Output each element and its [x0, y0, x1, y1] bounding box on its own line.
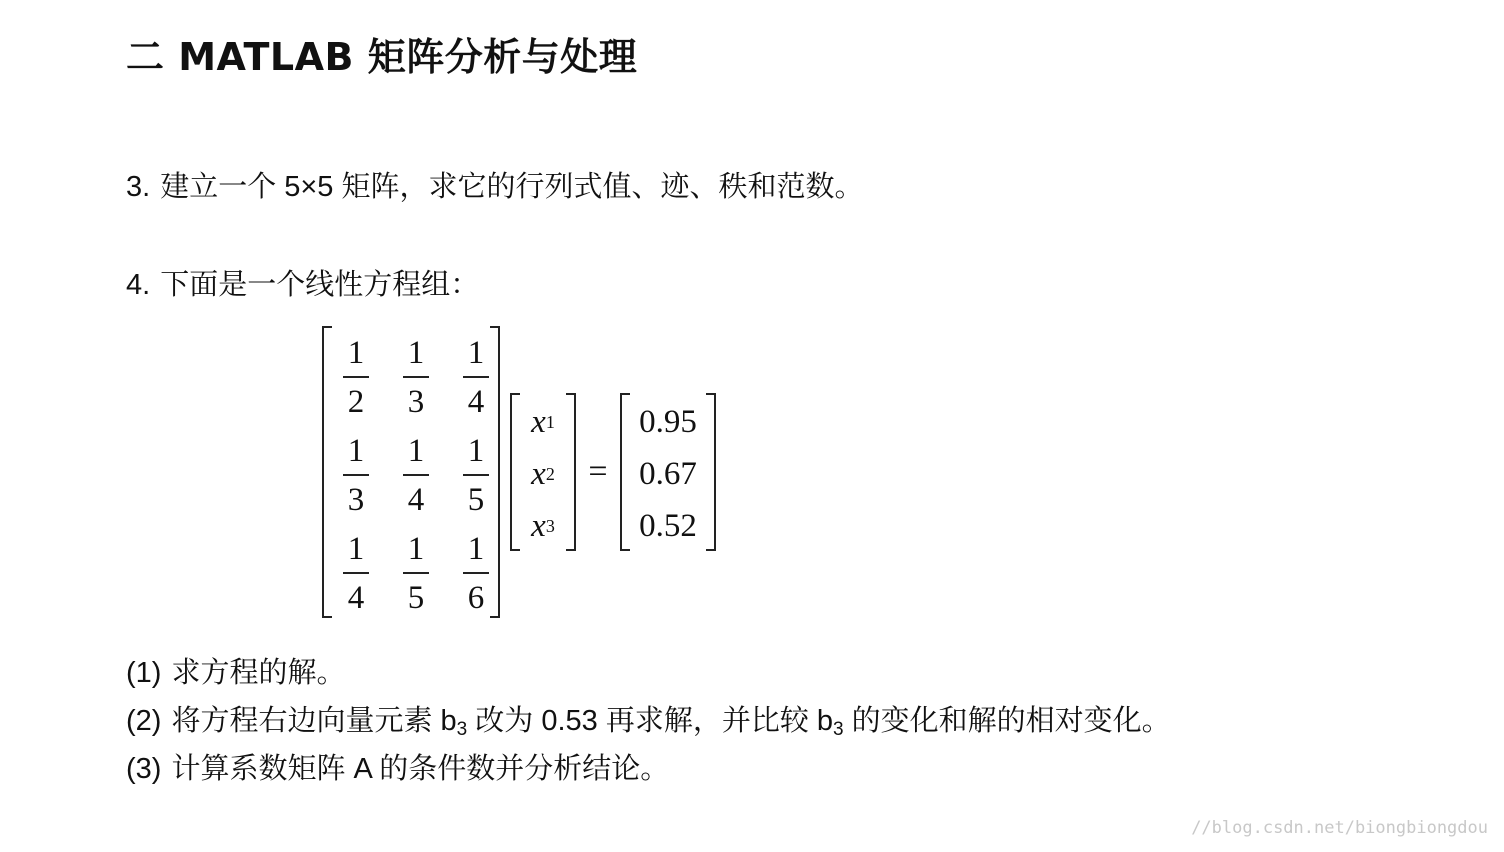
subitem-2-text-a: 将方程右边向量元素 b — [171, 705, 457, 737]
subitem-2-text-b: 改为 0.53 再求解，并比较 b — [467, 705, 834, 737]
left-bracket — [620, 393, 630, 551]
matrix-cell-2-1: $\frac{1}{3}$ — [326, 426, 386, 524]
variable-x2: x 2 — [531, 455, 555, 492]
left-bracket — [510, 393, 520, 551]
matrix-cell-1-3: $\frac{1}{4}$ — [446, 328, 506, 426]
question-3 — [126, 164, 864, 205]
rhs-value-1: 0.95 — [639, 403, 697, 440]
variable-x1: x 1 — [531, 403, 555, 440]
matrix-cell-2-2: $\frac{1}{4}$ — [386, 426, 446, 524]
subitem-2-sub-a: 3 — [456, 719, 468, 740]
right-bracket — [566, 393, 576, 551]
variable-x3: x 3 — [531, 507, 555, 544]
subitem-2 — [126, 698, 1171, 741]
left-bracket — [322, 326, 332, 618]
watermark: //blog.csdn.net/biongbiongdou — [1191, 818, 1488, 838]
subitem-3-label: (3) — [126, 753, 162, 785]
matrix-cell-3-1: $\frac{1}{4}$ — [326, 524, 386, 622]
variable-vector — [510, 393, 576, 551]
right-bracket — [706, 393, 716, 551]
linear-equation — [322, 326, 716, 618]
subitem-2-label: (2) — [126, 705, 162, 737]
subitem-1 — [126, 650, 345, 691]
subitem-3-text: 计算系数矩阵 A 的条件数并分析结论。 — [171, 753, 670, 785]
subitem-2-sub-b: 3 — [833, 719, 844, 740]
matrix-cell-3-2: $\frac{1}{5}$ — [386, 524, 446, 622]
rhs-value-2: 0.67 — [639, 455, 697, 492]
matrix-cell-1-2: $\frac{1}{3}$ — [386, 328, 446, 426]
subitem-1-text: 求方程的解。 — [171, 657, 346, 689]
question-3-number: 3. — [126, 171, 151, 203]
section-heading: 二 MATLAB 矩阵分析与处理 — [126, 35, 638, 79]
coefficient-matrix — [322, 326, 500, 618]
right-bracket — [490, 326, 500, 618]
equals-sign: = — [588, 453, 608, 490]
rhs-vector — [620, 393, 716, 551]
question-4-number: 4. — [126, 269, 151, 301]
matrix-cell-3-3: $\frac{1}{6}$ — [446, 524, 506, 622]
question-4-text: 下面是一个线性方程组： — [160, 269, 480, 301]
rhs-value-3: 0.52 — [639, 507, 697, 544]
question-3-text: 建立一个 5×5 矩阵，求它的行列式值、迹、秩和范数。 — [160, 171, 864, 203]
matrix-cell-1-1: $\frac{1}{2}$ — [326, 328, 386, 426]
subitem-2-text-c: 的变化和解的相对变化。 — [843, 705, 1171, 737]
matrix-cell-2-3: $\frac{1}{5}$ — [446, 426, 506, 524]
subitem-1-label: (1) — [126, 657, 162, 689]
question-4 — [126, 262, 479, 303]
subitem-3 — [126, 746, 669, 787]
